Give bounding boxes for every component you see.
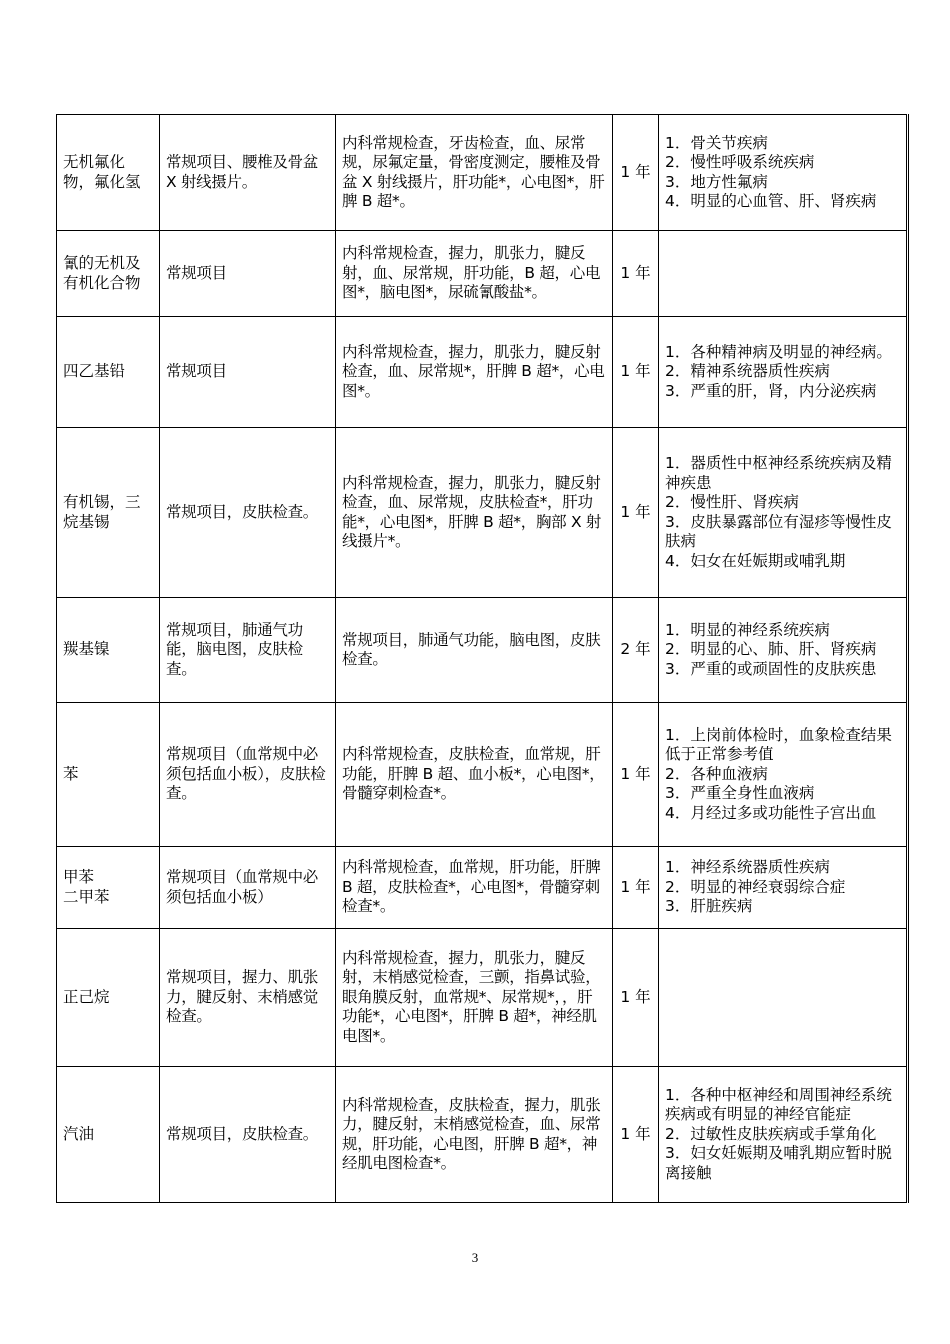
- pre-job-items: 常规项目，肺通气功能，脑电图，皮肤检查。: [166, 620, 303, 678]
- contraindication-item: 4．妇女在妊娠期或哺乳期: [665, 551, 846, 570]
- periodic-exam: 内科常规检查，握力，肌张力，腱反射检查，血、尿常规，皮肤检查*，肝功能*，心电图*，肝脾 B 超*，胸部 X 射线摄片*。: [342, 473, 602, 550]
- contraindication-item: 3．肝脏疾病: [665, 897, 753, 916]
- pre-job-items: 常规项目、腰椎及骨盆 X 射线摄片。: [166, 153, 319, 191]
- periodic-exam: 常规项目，肺通气功能，脑电图，皮肤检查。: [342, 630, 601, 668]
- periodic-exam: 内科常规检查，握力，肌张力，腱反射，末梢感觉检查，三颤，指鼻试验，眼角膜反射，血常规*、尿常规*，，肝功能*，心电图*，肝脾 B 超*，神经肌电图*。: [342, 948, 601, 1045]
- hazard-name-cell: [57, 115, 160, 231]
- contraindication-item: 4．明显的心血管、肝、肾疾病: [665, 192, 877, 210]
- contraindication-item: 3．严重全身性血液病: [665, 784, 815, 803]
- contraindication-item: 3．严重的肝，肾，内分泌疾病: [665, 381, 877, 400]
- health-exam-table: [56, 114, 909, 1203]
- periodic-exam-cell: [336, 847, 613, 929]
- pre-job-items: 常规项目（血常规中必须包括血小板）: [166, 868, 319, 906]
- contraindications-cell: [659, 428, 908, 598]
- table-body: [57, 115, 908, 1203]
- pre-job-items: 常规项目: [166, 362, 227, 381]
- exam-cycle: 1 年: [620, 1124, 651, 1143]
- contraindications-cell: [659, 115, 908, 231]
- contraindication-item: 2．明显的神经衰弱综合症: [665, 877, 846, 896]
- contraindication-item: 2．过敏性皮肤疾病或手掌角化: [665, 1124, 877, 1143]
- pre-job-items-cell: [160, 231, 336, 317]
- contraindication-item: 3．妇女妊娠期及哺乳期应暂时脱离接触: [665, 1144, 892, 1182]
- periodic-exam: 内科常规检查，皮肤检查，握力，肌张力，腱反射，末梢感觉检查，血、尿常规，肝功能，心电图，肝脾 B 超*，神经肌电图检查*。: [342, 1095, 601, 1172]
- contraindications-cell: [659, 231, 908, 317]
- periodic-exam-cell: [336, 428, 613, 598]
- contraindication-item: 2．明显的心、肺、肝、肾疾病: [665, 640, 877, 659]
- contraindication-item: 2．慢性肝、肾疾病: [665, 493, 799, 511]
- pre-job-items: 常规项目，皮肤检查。: [166, 1124, 319, 1143]
- table-row: [57, 598, 908, 703]
- exam-cycle: 1 年: [620, 162, 651, 181]
- pre-job-items-cell: [160, 115, 336, 231]
- contraindication-item: 1．各种精神病及明显的神经病。: [665, 342, 892, 361]
- contraindication-item: 1．器质性中枢神经系统疾病及精神疾患: [665, 454, 892, 492]
- hazard-name: 氰的无机及有机化合物: [63, 254, 141, 292]
- table-row: [57, 703, 908, 847]
- contraindication-item: 1．骨关节疾病: [665, 133, 768, 152]
- exam-cycle-cell: [613, 847, 659, 929]
- hazard-name: 汽油: [63, 1124, 95, 1143]
- contraindication-item: 1．明显的神经系统疾病: [665, 620, 830, 639]
- periodic-exam-cell: [336, 598, 613, 703]
- periodic-exam-cell: [336, 317, 613, 428]
- periodic-exam: 内科常规检查，皮肤检查，血常规，肝功能，肝脾 B 超、血小板*，心电图*，骨髓穿刺检查*。: [342, 745, 605, 803]
- hazard-name: 有机锡，三烷基锡: [63, 493, 141, 531]
- exam-cycle-cell: [613, 317, 659, 428]
- pre-job-items: 常规项目（血常规中必须包括血小板），皮肤检查。: [166, 745, 326, 803]
- hazard-name-cell: [57, 317, 160, 428]
- exam-cycle: 1 年: [620, 764, 651, 783]
- pre-job-items-cell: [160, 598, 336, 703]
- pre-job-items-cell: [160, 703, 336, 847]
- contraindications-cell: [659, 703, 908, 847]
- exam-cycle-cell: [613, 231, 659, 317]
- pre-job-items: 常规项目: [166, 263, 227, 282]
- pre-job-items-cell: [160, 1067, 336, 1203]
- exam-cycle: 1 年: [620, 877, 651, 896]
- exam-cycle-cell: [613, 428, 659, 598]
- table-row: [57, 847, 908, 929]
- hazard-name-cell: [57, 847, 160, 929]
- contraindication-item: 2．慢性呼吸系统疾病: [665, 153, 815, 171]
- pre-job-items-cell: [160, 847, 336, 929]
- hazard-name: 二甲苯: [63, 887, 110, 906]
- exam-cycle-cell: [613, 703, 659, 847]
- contraindication-item: 3．皮肤暴露部位有湿疹等慢性皮肤病: [665, 512, 892, 550]
- hazard-name-cell: [57, 428, 160, 598]
- contraindication-item: 1．上岗前体检时，血象检查结果低于正常参考值: [665, 725, 892, 764]
- periodic-exam-cell: [336, 115, 613, 231]
- table-row: [57, 115, 908, 231]
- exam-cycle: 1 年: [620, 502, 651, 521]
- hazard-name: 四乙基铅: [63, 362, 126, 381]
- contraindication-item: 2．精神系统器质性疾病: [665, 362, 830, 381]
- table-row: [57, 428, 908, 598]
- hazard-name: 苯: [63, 764, 79, 783]
- exam-cycle-cell: [613, 929, 659, 1067]
- exam-cycle-cell: [613, 1067, 659, 1203]
- exam-cycle-cell: [613, 115, 659, 231]
- contraindications-cell: [659, 847, 908, 929]
- pre-job-items: 常规项目，握力、肌张力，腱反射、末梢感觉检查。: [166, 968, 319, 1026]
- exam-cycle: 1 年: [620, 263, 651, 282]
- table-row: [57, 317, 908, 428]
- contraindication-item: 1．各种中枢神经和周围神经系统疾病或有明显的神经官能症: [665, 1085, 892, 1124]
- hazard-name: 甲苯: [63, 868, 95, 886]
- hazard-name: 羰基镍: [63, 640, 110, 659]
- periodic-exam-cell: [336, 703, 613, 847]
- contraindication-item: 3．地方性氟病: [665, 172, 768, 191]
- periodic-exam-cell: [336, 231, 613, 317]
- table-row: [57, 1067, 908, 1203]
- page-number: 3: [471, 1250, 479, 1265]
- hazard-name-cell: [57, 1067, 160, 1203]
- hazard-name: 正己烷: [63, 987, 110, 1006]
- periodic-exam-cell: [336, 929, 613, 1067]
- exam-cycle: 1 年: [620, 362, 651, 381]
- exam-cycle: 2 年: [620, 640, 651, 659]
- hazard-name-cell: [57, 703, 160, 847]
- contraindications-cell: [659, 929, 908, 1067]
- pre-job-items-cell: [160, 428, 336, 598]
- periodic-exam: 内科常规检查，握力，肌张力，腱反射检查，血、尿常规*，肝脾 B 超*，心电图*。: [342, 342, 605, 400]
- exam-cycle-cell: [613, 598, 659, 703]
- periodic-exam: 内科常规检查，握力，肌张力，腱反射，血、尿常规，肝功能，B 超，心电图*，脑电图*，尿硫氰酸盐*。: [342, 244, 601, 302]
- contraindication-item: 4．月经过多或功能性子宫出血: [665, 803, 877, 822]
- hazard-name: 无机氟化物，氟化氢: [63, 153, 141, 191]
- exam-cycle: 1 年: [620, 987, 651, 1006]
- contraindication-item: 3．严重的或顽固性的皮肤疾患: [665, 659, 877, 678]
- table-row: [57, 231, 908, 317]
- pre-job-items-cell: [160, 317, 336, 428]
- exam-table-container: [56, 114, 907, 1203]
- hazard-name-cell: [57, 231, 160, 317]
- hazard-name-cell: [57, 929, 160, 1067]
- periodic-exam: 内科常规检查，血常规，肝功能，肝脾 B 超，皮肤检查*，心电图*，骨髓穿刺检查*。: [342, 858, 601, 916]
- contraindications-cell: [659, 598, 908, 703]
- contraindications-cell: [659, 317, 908, 428]
- contraindications-cell: [659, 1067, 908, 1203]
- contraindication-item: 2．各种血液病: [665, 764, 768, 783]
- contraindication-item: 1．神经系统器质性疾病: [665, 858, 830, 877]
- hazard-name-cell: [57, 598, 160, 703]
- table-row: [57, 929, 908, 1067]
- periodic-exam-cell: [336, 1067, 613, 1203]
- pre-job-items: 常规项目，皮肤检查。: [166, 502, 319, 521]
- pre-job-items-cell: [160, 929, 336, 1067]
- periodic-exam: 内科常规检查，牙齿检查，血、尿常规，尿氟定量，骨密度测定，腰椎及骨盆 X 射线摄片，肝功能*，心电图*，肝脾 B 超*。: [342, 133, 605, 210]
